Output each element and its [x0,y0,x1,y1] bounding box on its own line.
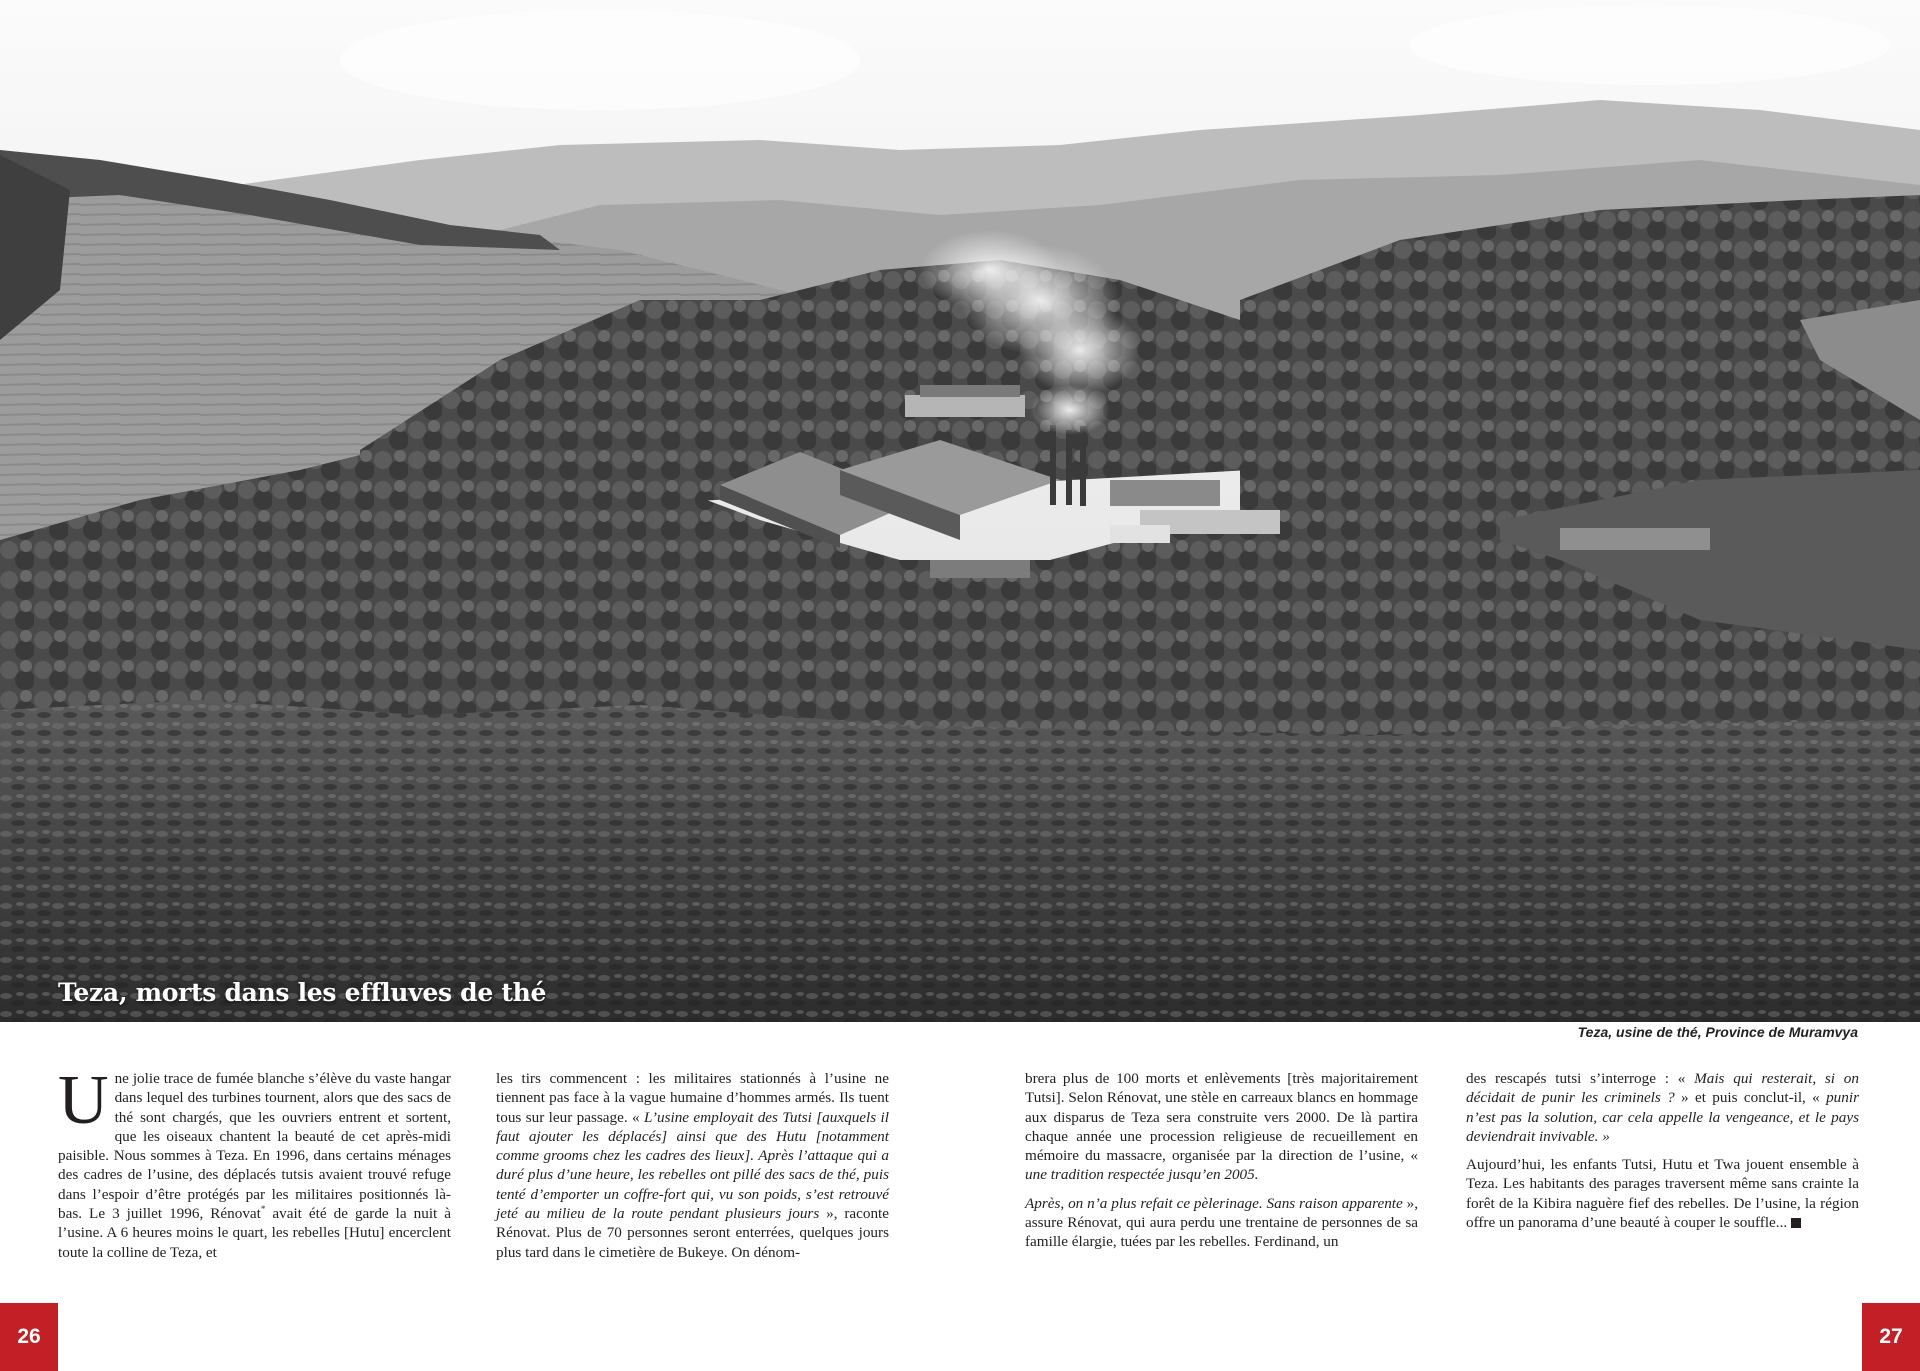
paragraph [1025,1069,1418,1185]
page-number-right: 27 [1862,1303,1920,1371]
end-of-article-square-icon [1791,1218,1801,1228]
body-text: brera plus de 100 morts et enlèvements [très majoritairement Tutsi]. Selon Rénovat, une stèle en carreaux blancs en hommage aux disparus de Teza sera construite vers 2000. De là partira chaque année une procession religieuse de recueillement en mémoire du massacre, organisée par la direction de l’usine, « [1025,1070,1418,1165]
body-text: », raconte Rénovat. Plus de 70 personnes seront enterrées, quelques jours plus tard dans le cimetière de Bukeye. On dénom- [496,1205,890,1261]
article-column-2 [496,1069,889,1271]
body-text: ne jolie trace de fumée blanche s’élève du vaste hangar dans lequel des turbines tournent, alors que des sacs de thé sont chargés, que les ouvriers entrent et sortent, que les oiseaux chantent la beauté de cet après-midi paisible. Nous sommes à Teza. En 1996, dans certains ménages des cadres de l’usine, des déplacés tutsis avaient trouvé refuge dans l’espoir d’être protégés par les militaires positionnés là-bas. Le 3 juillet 1996, Rénovat [58,1070,451,1223]
footnote-mark: * [260,1204,266,1215]
paragraph [1025,1194,1418,1252]
quote-text: Après, on n’a plus refait ce pèlerinage. Sans raison apparente [1025,1194,1407,1212]
page-number-left: 26 [0,1303,58,1371]
paragraph [496,1069,889,1262]
body-text: des rescapés tutsi s’interroge : « [1466,1070,1686,1087]
body-text: Aujourd’hui, les enfants Tutsi, Hutu et Twa jouent ensemble à Teza. Les habitants des parages traversent même sans crainte la forêt de la Kibira naguère fief des rebelles. De l’usine, la région offre un panorama d’une beauté à couper le souffle... [1466,1156,1859,1232]
paragraph [1466,1069,1859,1146]
body-text: avait été de garde la nuit à l’usine. A 6 heures moins le quart, les rebelles [Hutu] encerclent toute la colline de Teza, et [58,1205,452,1261]
article-column-4 [1466,1069,1859,1241]
article-column-3 [1025,1069,1418,1261]
photo-caption: Teza, usine de thé, Province de Muramvya [1577,1024,1858,1040]
article-column-1 [58,1062,452,1271]
quote-text: L’usine employait des Tutsi [auxquels il faut ajouter les déplacés] ainsi que des Hutu [notamment comme grooms chez les cadres des lieux]. Après l’attaque qui a duré plus d’une heure, les rebelles ont pillé des sacs de thé, puis tenté d’emporter un coffre-fort qui, vu son poids, s’est retrouvé jeté au milieu de la route pendant plusieurs jours [496,1108,889,1223]
body-text: » et puis conclut-il, « [1681,1089,1820,1107]
drop-cap: U [58,1062,109,1139]
article-headline: Teza, morts dans les effluves de thé [58,978,547,1007]
quote-text: une tradition respectée jusqu’en 2005. [1025,1166,1259,1184]
quote-text: Mais qui resterait, si on décidait de punir les criminels ? [1466,1070,1859,1107]
body-text: les tirs commencent : les militaires stationnés à l’usine ne tiennent pas face à la vague humaine d’hommes armés. Ils tuent tous sur leur passage. « [496,1070,889,1126]
body-text: », assure Rénovat, qui aura perdu une trentaine de personnes de sa famille élargie, tuées par les rebelles. Ferdinand, un [1025,1194,1418,1251]
quote-text: punir n’est pas la solution, car cela appelle la vengeance, et le pays deviendrait invivable. » [1466,1089,1859,1145]
paragraph [1466,1155,1859,1232]
paragraph [58,1062,452,1262]
